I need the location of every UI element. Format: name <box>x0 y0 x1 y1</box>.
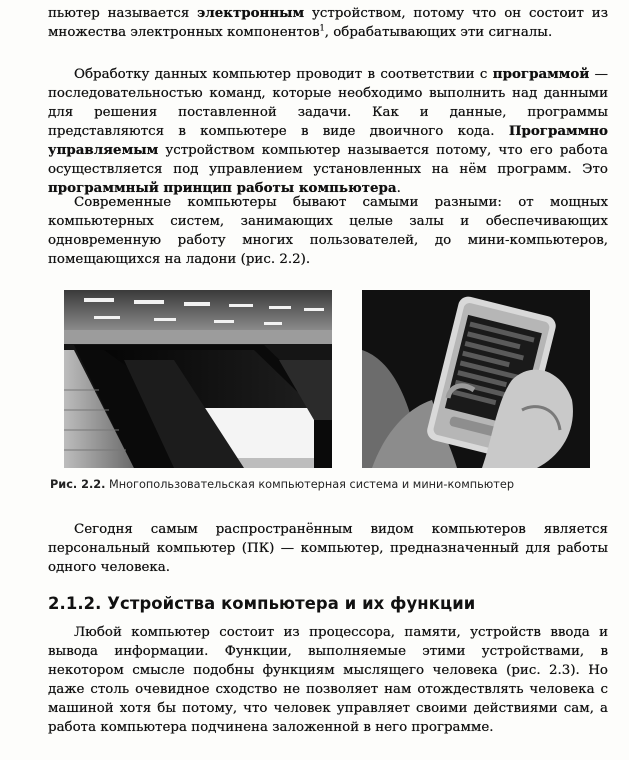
term-program: программой <box>492 66 590 82</box>
section-heading: 2.1.2. Устройства компьютера и их функции <box>48 594 476 613</box>
term-program-principle: программный принцип работы компьютера <box>48 180 397 196</box>
paragraph-program <box>48 65 608 198</box>
footnote-ref: 1 <box>319 23 325 33</box>
paragraph-electronic <box>48 4 608 42</box>
figure-caption-text: Многопользовательская компьютерная система и мини-компьютер <box>105 478 514 491</box>
text-span: устройством компьютер называется потому, что его работа осуществляется под управлением установленных на нём программ. Это <box>48 143 608 177</box>
server-hall-photo <box>64 290 332 468</box>
text-span: Обработку данных компьютер проводит в соответствии с <box>74 67 493 82</box>
text-span: — последовательностью команд, которые необходимо выполнить над данными для решения поставленной задачи. Как и данные, программы представляются в компьютере в виде двоичного кода. <box>48 67 608 139</box>
term-program-controlled: Программно управляемым <box>48 123 608 158</box>
server-hall-image <box>64 290 332 468</box>
figure-label: Рис. 2.2. <box>50 478 106 491</box>
paragraph-modern-computers: Современные компьютеры бывают самыми разными: от мощных компьютерных систем, занимающих целые залы и обеспечивающих одновременную работу многих пользователей, до мини-компьютеров, помещающихся на ладони (рис. 2.2). <box>48 195 608 267</box>
text-span: . <box>396 181 401 196</box>
paragraph-personal-computer: Сегодня самым распространённым видом компьютеров является персональный компьютер (ПК) — компьютер, предназначенный для работы одного человека. <box>48 522 608 575</box>
handheld-pc-image <box>362 290 590 468</box>
handheld-pc-photo <box>362 290 590 468</box>
term-electronic: электронным <box>197 5 305 21</box>
figure-caption <box>50 478 514 491</box>
text-span: , обрабатывающих эти сигналы. <box>324 25 553 40</box>
text-span: устройством, потому что он состоит из множества электронных компонентов <box>48 6 608 40</box>
paragraph-devices: Любой компьютер состоит из процессора, памяти, устройств ввода и вывода информации. Функции, выполняемые этими устройствами, в некотором смысле подобны функциям мыслящего человека (рис. 2.3). Но даже столь очевидное сходство не позволяет нам отождествлять человека с машиной хотя бы потому, что человек управляет своими действиями сам, а работа компьютера подчинена заложенной в него программе. <box>48 625 608 735</box>
text-span: пьютер называется <box>48 6 198 21</box>
